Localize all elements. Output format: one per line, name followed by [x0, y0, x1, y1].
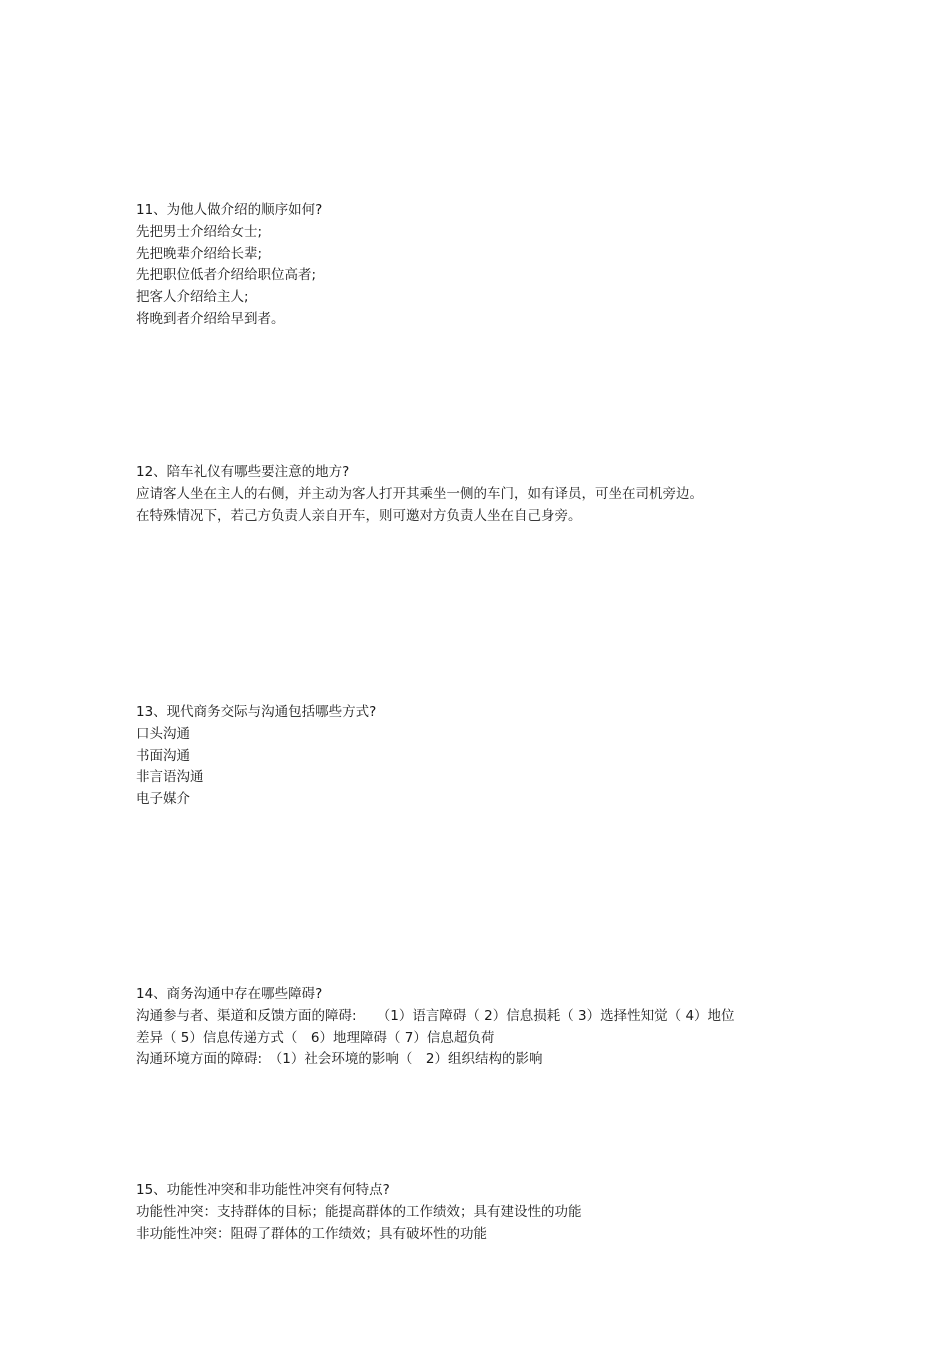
question-title: 11、为他人做介绍的顺序如何?	[136, 202, 323, 218]
answer-line: 先把男士介绍给女士;	[136, 223, 263, 240]
question-title: 14、商务沟通中存在哪些障碍?	[136, 986, 323, 1002]
section-q14	[136, 984, 856, 1071]
answer-line: 先把晚辈介绍给长辈;	[136, 245, 263, 262]
question-title: 15、功能性冲突和非功能性冲突有何特点?	[136, 1182, 390, 1198]
answer-line: 在特殊情况下，若己方负责人亲自开车，则可邀对方负责人坐在自己身旁。	[136, 507, 582, 524]
section-q15	[136, 1180, 856, 1245]
question-title: 13、现代商务交际与沟通包括哪些方式?	[136, 704, 377, 720]
section-q11	[136, 200, 856, 331]
answer-line: 把客人介绍给主人;	[136, 289, 249, 306]
answer-line: 功能性冲突：支持群体的目标；能提高群体的工作绩效；具有建设性的功能	[136, 1203, 582, 1220]
answer-line: 非言语沟通	[136, 769, 204, 786]
answer-line: 沟通参与者、渠道和反馈方面的障碍: （1）语言障碍（ 2）信息损耗（ 3）选择性知觉（ 4）地位	[136, 1007, 735, 1024]
answer-line: 将晚到者介绍给早到者。	[136, 310, 285, 327]
answer-line: 先把职位低者介绍给职位高者;	[136, 267, 317, 284]
answer-line: 口头沟通	[136, 725, 190, 742]
answer-line: 应请客人坐在主人的右侧，并主动为客人打开其乘坐一侧的车门，如有译员，可坐在司机旁边。	[136, 485, 703, 502]
question-title: 12、陪车礼仪有哪些要注意的地方?	[136, 464, 350, 480]
answer-line: 电子媒介	[136, 791, 190, 808]
section-q13	[136, 702, 856, 811]
answer-line: 沟通环境方面的障碍: （1）社会环境的影响（ 2）组织结构的影响	[136, 1051, 543, 1068]
answer-line: 书面沟通	[136, 747, 190, 764]
answer-line: 差异（ 5）信息传递方式（ 6）地理障碍（ 7）信息超负荷	[136, 1029, 495, 1046]
section-q12	[136, 462, 856, 527]
answer-line: 非功能性冲突：阻碍了群体的工作绩效；具有破坏性的功能	[136, 1225, 487, 1242]
